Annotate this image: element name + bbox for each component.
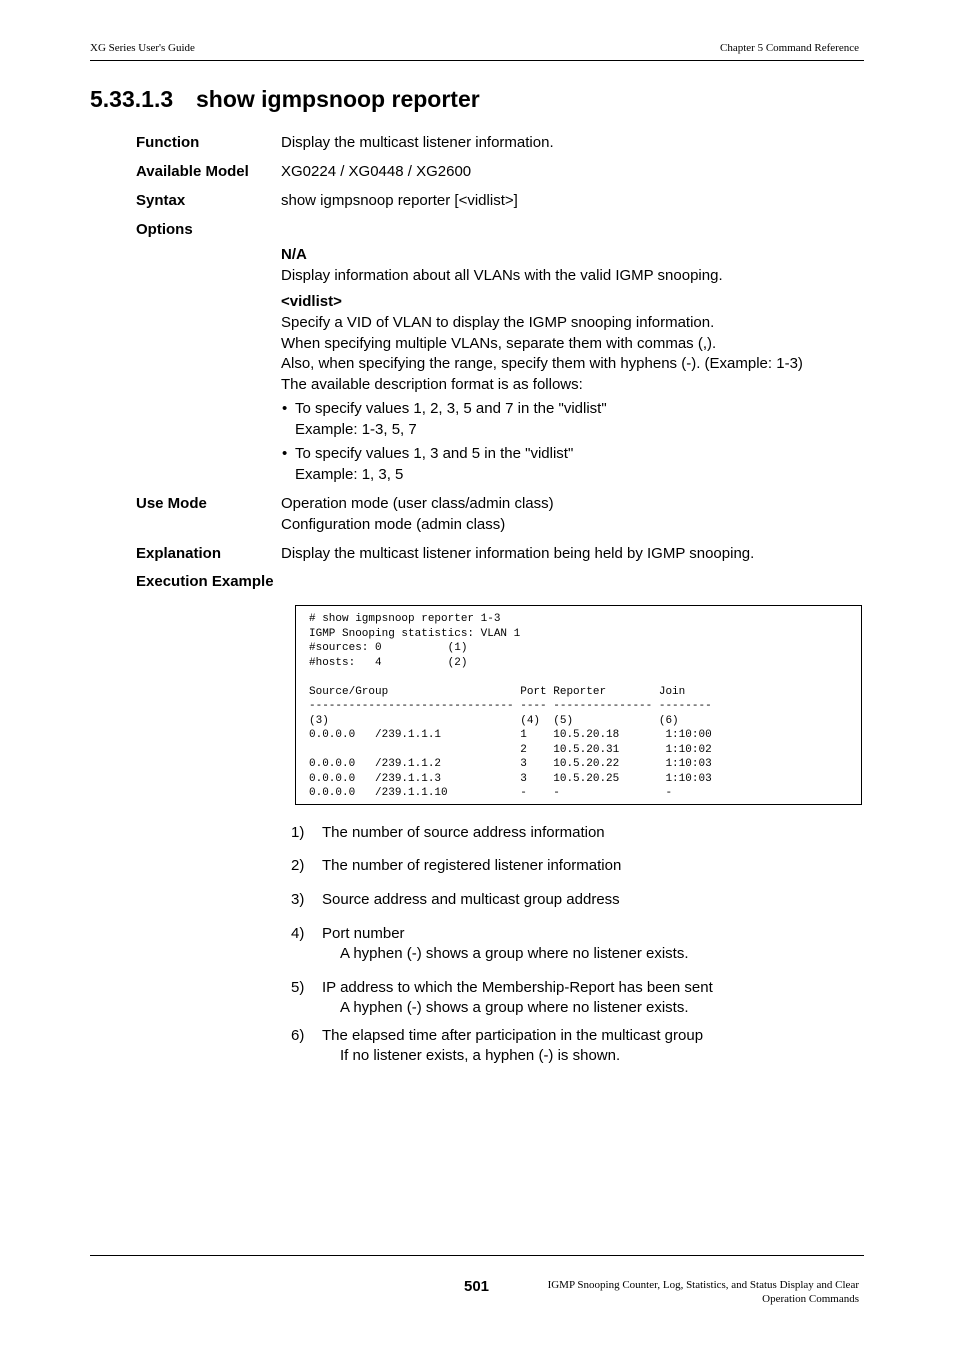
note-number: 3) [291,891,305,908]
code-line: 0.0.0.0 /239.1.1.10 - - - [309,787,673,799]
bullet-icon: • [282,445,288,462]
option-vidlist-line: When specifying multiple VLANs, separate them with commas (,). [281,334,717,352]
function-value: Display the multicast listener information. [281,134,554,151]
note-text: Port number [322,925,405,942]
note-number: 2) [291,857,305,874]
code-line: # show igmpsnoop reporter 1-3 [309,613,501,625]
options-label: Options [136,221,193,238]
code-line: 0.0.0.0 /239.1.1.3 3 10.5.20.25 1:10:03 [309,772,712,785]
footer-line: Operation Commands [762,1292,859,1305]
code-line: IGMP Snooping statistics: VLAN 1 [309,627,521,640]
code-line: 0.0.0.0 /239.1.1.2 3 10.5.20.22 1:10:03 [309,758,712,770]
code-line: ------------------------------- ---- --------------- -------- [309,700,712,712]
note-text: IP address to which the Membership-Report has been sent [322,979,713,996]
syntax-value: show igmpsnoop reporter [<vidlist>] [281,192,518,209]
note-subtext: A hyphen (-) shows a group where no listener exists. [340,944,689,962]
code-line: (3) (4) (5) (6) [309,714,679,727]
option-vidlist-line: Also, when specifying the range, specify them with hyphens (-). (Example: 1-3) [281,355,803,372]
note-text: Source address and multicast group address [322,891,620,908]
section-title [90,86,480,113]
note-text: The number of source address information [322,824,605,841]
function-label: Function [136,134,200,151]
footer-rule [90,1255,864,1256]
note-number: 5) [291,979,305,996]
page-number: 501 [464,1278,490,1295]
header-rule [90,60,864,61]
option-vidlist-line: The available description format is as follows: [281,375,583,393]
syntax-label: Syntax [136,192,186,209]
bullet-text: To specify values 1, 3 and 5 in the "vidlist" [295,445,574,462]
execution-example-box [295,605,862,805]
bullet-example-text: Example: 1, 3, 5 [295,465,404,483]
bullet-example-text: Example: 1-3, 5, 7 [295,420,417,438]
section-number: 5.33.1.3 [90,86,174,112]
running-header-left: XG Series User's Guide [90,42,195,54]
option-vidlist-name: <vidlist> [281,293,342,310]
use-mode-label: Use Mode [136,495,207,512]
bullet-icon: • [282,400,288,417]
model-label: Available Model [136,163,249,180]
option-na-desc: Display information about all VLANs with the valid IGMP snooping. [281,267,723,284]
code-line: 2 10.5.20.31 1:10:02 [309,743,712,756]
explanation-label: Explanation [136,545,222,562]
code-line: #hosts: 4 (2) [309,656,468,669]
running-footer [548,1279,859,1306]
running-header-right: Chapter 5 Command Reference [720,42,859,54]
bullet-text: To specify values 1, 2, 3, 5 and 7 in the "vidlist" [295,400,607,417]
option-na-name: N/A [281,246,307,263]
section-name: show igmpsnoop reporter [196,86,480,112]
note-number: 4) [291,925,305,942]
footer-line: IGMP Snooping Counter, Log, Statistics, and Status Display and Clear [547,1279,859,1291]
option-vidlist-line: Specify a VID of VLAN to display the IGMP snooping information. [281,314,715,331]
use-mode-line: Operation mode (user class/admin class) [281,495,554,512]
note-number: 1) [291,824,305,841]
execution-example-label: Execution Example [136,573,274,590]
use-mode-line: Configuration mode (admin class) [281,515,506,533]
code-line: 0.0.0.0 /239.1.1.1 1 10.5.20.18 1:10:00 [309,729,712,741]
note-subtext: A hyphen (-) shows a group where no listener exists. [340,998,689,1016]
note-subtext: If no listener exists, a hyphen (-) is shown. [340,1046,621,1064]
code-line: #sources: 0 (1) [309,642,468,654]
note-text: The number of registered listener information [322,857,622,874]
model-value: XG0224 / XG0448 / XG2600 [281,163,472,180]
code-block [309,612,712,801]
note-number: 6) [291,1027,305,1044]
explanation-value: Display the multicast listener information being held by IGMP snooping. [281,545,755,562]
code-line: Source/Group Port Reporter Join [309,685,686,698]
note-text: The elapsed time after participation in the multicast group [322,1027,704,1044]
